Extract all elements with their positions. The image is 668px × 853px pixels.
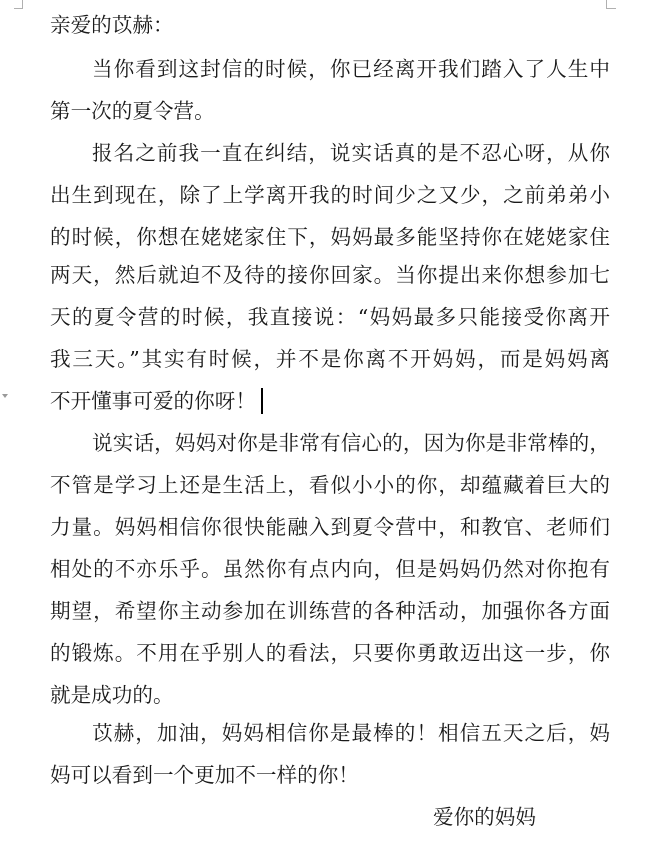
paragraph-3-line-3: 力量。妈妈相信你很快能融入到夏令营中，和教官、老师们 [50, 515, 610, 539]
paragraph-2-line-6: 我三天。”其实有时候，并不是你离不开妈妈，而是妈妈离 [50, 347, 610, 371]
paragraph-3-line-2: 不管是学习上还是生活上，看似小小的你，却蕴藏着巨大的 [50, 473, 610, 497]
paragraph-4-line-1: 苡赫，加油，妈妈相信你是最棒的！相信五天之后，妈 [92, 721, 610, 745]
paragraph-4-line-2: 妈可以看到一个更加不一样的你！ [50, 763, 359, 787]
paragraph-1-line-1: 当你看到这封信的时候，你已经离开我们踏入了人生中 [92, 57, 610, 81]
paragraph-2-line-4: 两天，然后就迫不及待的接你回家。当你提出来你想参加七 [50, 263, 610, 287]
paragraph-2-line-5: 天的夏令营的时候，我直接说：“妈妈最多只能接受你离开 [50, 305, 610, 329]
signature: 爱你的妈妈 [433, 805, 536, 829]
paragraph-2-line-3: 的时候，你想在姥姥家住下，妈妈最多能坚持你在姥姥家住 [50, 225, 610, 249]
paragraph-3-line-7: 就是成功的。 [50, 683, 174, 707]
paragraph-marker-icon [2, 394, 8, 398]
margin-corner-mark [606, 8, 616, 9]
paragraph-2-line-2: 出生到现在，除了上学离开我的时间少之又少，之前弟弟小 [50, 183, 610, 207]
margin-corner-mark [14, 8, 23, 9]
paragraph-2-line-7: 不开懂事可爱的你呀！ [50, 389, 256, 413]
paragraph-3-line-5: 期望，希望你主动参加在训练营的各种活动，加强你各方面 [50, 599, 610, 623]
margin-corner-mark [22, 0, 23, 8]
margin-corner-mark [606, 0, 607, 8]
paragraph-2-line-1: 报名之前我一直在纠结，说实话真的是不忍心呀，从你 [92, 141, 610, 165]
paragraph-3-line-4: 相处的不亦乐乎。虽然你有点内向，但是妈妈仍然对你抱有 [50, 557, 610, 581]
salutation: 亲爱的苡赫： [50, 13, 174, 37]
paragraph-3-line-6: 的锻炼。不用在乎别人的看法，只要你勇敢迈出这一步，你 [50, 641, 610, 665]
paragraph-3-line-1: 说实话，妈妈对你是非常有信心的，因为你是非常棒的， [92, 431, 610, 455]
paragraph-1-line-2: 第一次的夏令营。 [50, 99, 215, 123]
text-cursor [261, 388, 263, 414]
